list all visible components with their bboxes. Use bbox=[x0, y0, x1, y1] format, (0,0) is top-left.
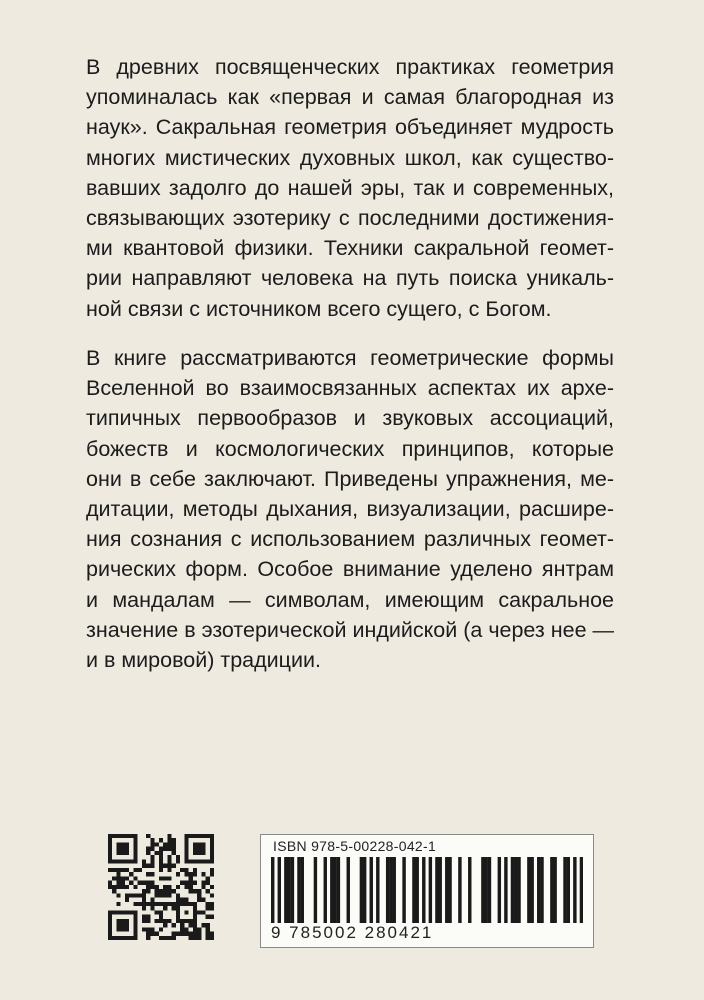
barcode-bar bbox=[481, 857, 484, 923]
barcode-bar bbox=[291, 857, 294, 923]
text-line: Вселенной во взаимосвязанных аспектах их архе- bbox=[86, 376, 614, 401]
barcode-bar bbox=[445, 857, 448, 923]
text-line: дитации, методы дыхания, визуализации, расшире- bbox=[86, 496, 614, 521]
text-line: рических форм. Особое внимание уделено янтрам bbox=[86, 557, 614, 582]
barcode-bar bbox=[530, 857, 533, 923]
barcode-bar bbox=[337, 857, 340, 923]
barcode-bar bbox=[297, 857, 300, 923]
barcode-bar bbox=[517, 857, 520, 923]
barcode-bar bbox=[458, 857, 461, 923]
text-line: наук». Сакральная геометрия объединяет мудрость bbox=[86, 115, 614, 140]
text-line: В книге рассматриваются геометрические формы bbox=[86, 346, 614, 370]
barcode-bar bbox=[422, 857, 425, 923]
barcode-bar bbox=[278, 857, 281, 923]
barcode-bar bbox=[386, 857, 389, 923]
isbn-barcode bbox=[260, 834, 594, 948]
text-line: ной связи с источником всего сущего, с Богом. bbox=[86, 296, 552, 321]
isbn-label: ISBN 978-5-00228-042-1 bbox=[273, 838, 437, 854]
text-line: вавших задолго до нашей эры, так и современных, bbox=[86, 175, 614, 200]
barcode-bar bbox=[537, 857, 540, 923]
text-line: ния сознания с использованием различных геомет- bbox=[86, 527, 614, 552]
text-line: значение в эзотерической индийской (а через нее — bbox=[86, 617, 615, 642]
barcode-bar bbox=[498, 857, 501, 923]
barcode-bar bbox=[540, 857, 543, 923]
barcode-bar bbox=[314, 857, 317, 923]
barcode-bar bbox=[376, 857, 379, 923]
barcode-bars bbox=[271, 857, 583, 923]
barcode-bar bbox=[301, 857, 304, 923]
barcode-bar bbox=[412, 857, 415, 923]
text-line: и мандалам — символам, имеющим сакральное bbox=[86, 587, 614, 612]
isbn-digits: 9 785002 280421 bbox=[271, 923, 434, 942]
barcode-bar bbox=[511, 857, 514, 923]
text-line: В древних посвященческих практиках геометрия bbox=[86, 55, 614, 79]
barcode-bar bbox=[287, 857, 290, 923]
barcode-bar bbox=[402, 857, 405, 923]
barcode-bar bbox=[580, 857, 583, 923]
barcode-bar bbox=[347, 857, 350, 923]
text-line: многих мистических духовных школ, как существо- bbox=[86, 145, 614, 170]
barcode-bar bbox=[429, 857, 432, 923]
barcode-bar bbox=[448, 857, 451, 923]
barcode-bar bbox=[573, 857, 576, 923]
barcode-bar bbox=[435, 857, 438, 923]
barcode-bar bbox=[284, 857, 287, 923]
barcode-bar bbox=[333, 857, 336, 923]
qr-code-icon[interactable] bbox=[108, 834, 214, 940]
barcode-bar bbox=[438, 857, 441, 923]
barcode-bar bbox=[363, 857, 366, 923]
text-line: рии направляют человека на путь поиска уникаль- bbox=[86, 266, 614, 291]
text-line: они в себе заключают. Приведены упражнения, ме- bbox=[86, 466, 614, 491]
barcode-bar bbox=[563, 857, 566, 923]
barcode-bar bbox=[389, 857, 392, 923]
barcode-bar bbox=[330, 857, 333, 923]
text-line: упоминалась как «первая и самая благородная из bbox=[86, 85, 614, 110]
barcode-bar bbox=[468, 857, 471, 923]
barcode-bar bbox=[567, 857, 570, 923]
barcode-bar bbox=[553, 857, 556, 923]
text-line: связывающих эзотерику с последними достижения- bbox=[86, 205, 614, 230]
barcode-bar bbox=[370, 857, 373, 923]
barcode-bar bbox=[484, 857, 487, 923]
text-line: ми квантовой физики. Техники сакральной геомет- bbox=[86, 236, 614, 261]
barcode-bar bbox=[393, 857, 396, 923]
barcode-bar bbox=[504, 857, 507, 923]
barcode-bar bbox=[514, 857, 517, 923]
barcode-bar bbox=[324, 857, 327, 923]
barcode-bar bbox=[527, 857, 530, 923]
barcode-bar bbox=[271, 857, 274, 923]
text-line: типичных первообразов и звуковых ассоциаций, bbox=[86, 406, 614, 431]
text-line: божеств и космологических принципов, которые bbox=[86, 436, 614, 461]
text-line: и в мировой) традиции. bbox=[86, 647, 321, 672]
barcode-bar bbox=[360, 857, 363, 923]
description-paragraph-1 bbox=[86, 52, 614, 324]
barcode-bar bbox=[550, 857, 553, 923]
barcode-bar bbox=[416, 857, 419, 923]
barcode-bar bbox=[488, 857, 491, 923]
description-paragraph-2 bbox=[86, 343, 614, 675]
